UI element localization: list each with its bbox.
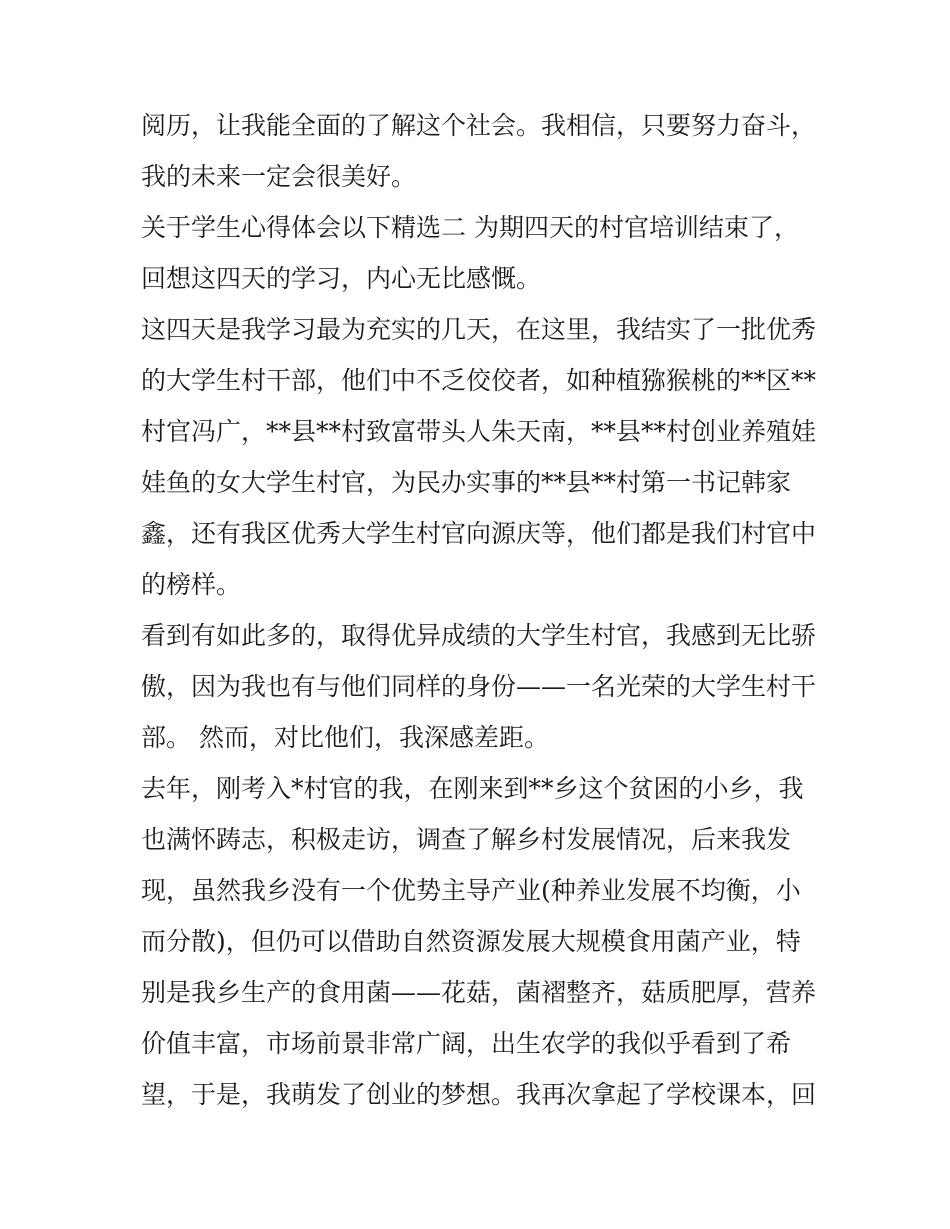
text-line: 回想这四天的学习，内心无比感慨。	[141, 264, 542, 293]
text-line: 望，于是，我萌发了创业的梦想。我再次拿起了学校课本，回	[141, 1080, 817, 1109]
text-line: 关于学生心得体会以下精选二 为期四天的村官培训结束了，	[141, 213, 799, 242]
text-line: 也满怀踌志，积极走访，调查了解乡村发展情况，后来我发	[141, 825, 792, 854]
text-line: 村官冯广，**县**村致富带头人朱天南，**县**村创业养殖娃	[141, 417, 817, 446]
text-line: 价值丰富，市场前景非常广阔，出生农学的我似乎看到了希	[141, 1029, 792, 1058]
text-line: 鑫，还有我区优秀大学生村官向源庆等，他们都是我们村官中	[141, 519, 817, 548]
text-line: 这四天是我学习最为充实的几天，在这里，我结实了一批优秀	[141, 315, 817, 344]
text-line: 傲，因为我也有与他们同样的身份——一名光荣的大学生村干	[141, 672, 817, 701]
text-line: 的大学生村干部，他们中不乏佼佼者，如种植猕猴桃的**区**	[141, 366, 817, 395]
text-line: 娃鱼的女大学生村官，为民办实事的**县**村第一书记韩家	[141, 468, 792, 497]
text-line: 阅历，让我能全面的了解这个社会。我相信，只要努力奋斗，	[141, 111, 817, 140]
text-line: 看到有如此多的，取得优异成绩的大学生村官，我感到无比骄	[141, 621, 817, 650]
text-line: 部。 然而，对比他们，我深感差距。	[141, 723, 549, 752]
text-line: 而分散)，但仍可以借助自然资源发展大规模食用菌产业，特	[141, 927, 801, 956]
body-text	[141, 100, 821, 1120]
text-line: 别是我乡生产的食用菌——花菇，菌褶整齐，菇质肥厚，营养	[141, 978, 817, 1007]
text-line: 的榜样。	[141, 570, 242, 599]
text-line: 现，虽然我乡没有一个优势主导产业(种养业发展不均衡，小	[141, 876, 801, 905]
text-line: 去年，刚考入*村官的我，在刚来到**乡这个贫困的小乡，我	[141, 774, 804, 803]
text-line: 我的未来一定会很美好。	[141, 162, 417, 191]
